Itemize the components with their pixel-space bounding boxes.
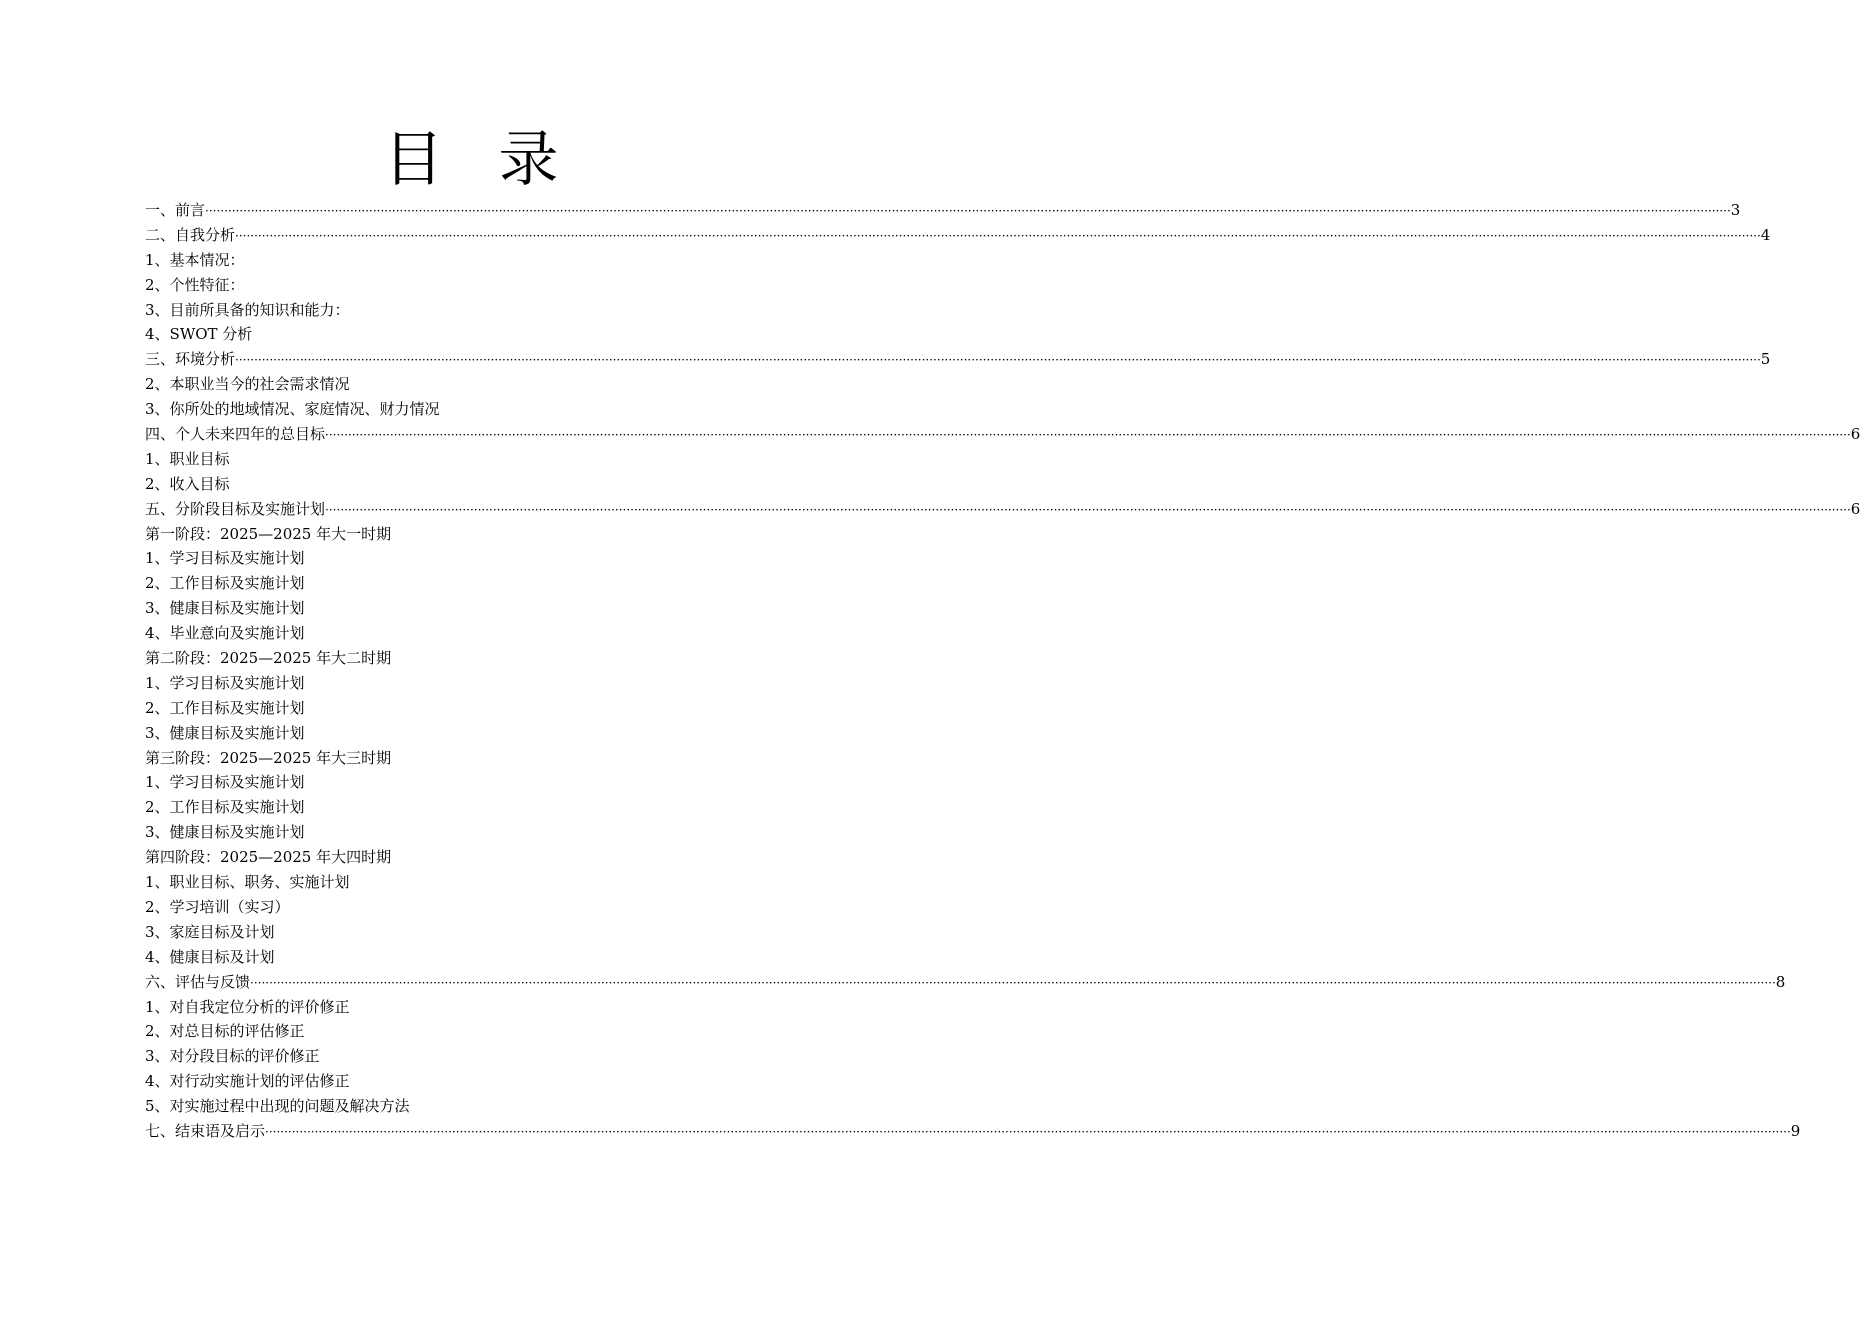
toc-heading[interactable] — [145, 198, 1741, 223]
toc-item[interactable] — [145, 646, 715, 671]
toc-item[interactable] — [145, 596, 715, 621]
toc-item[interactable] — [145, 895, 715, 920]
toc-item-text: 第四阶段：2025—2025 年大四时期 — [145, 848, 392, 867]
toc-item[interactable] — [145, 298, 715, 323]
toc-heading[interactable] — [145, 970, 1786, 995]
toc-item[interactable] — [145, 920, 715, 945]
toc-page-number: 6 — [1850, 499, 1860, 518]
toc-dot-leader: ················································································································································································································································································································································································································ — [235, 353, 1761, 368]
toc-page-number: 4 — [1760, 225, 1771, 244]
toc-dot-leader: ················································································································································································································································································································································································································ — [325, 428, 1851, 443]
toc-heading-text: 六、评估与反馈 — [145, 972, 251, 991]
toc-item[interactable] — [145, 472, 715, 497]
toc-item-text: 3、健康目标及实施计划 — [145, 599, 305, 618]
toc-item[interactable] — [145, 546, 715, 571]
toc-dot-leader: ················································································································································································································································································································································································································ — [250, 975, 1776, 990]
toc-item[interactable] — [145, 845, 715, 870]
toc-page-number: 9 — [1790, 1121, 1801, 1140]
toc-item-text: 2、学习培训（实习） — [145, 897, 290, 916]
toc-item-text: 2、工作目标及实施计划 — [145, 698, 305, 717]
toc-dot-leader: ················································································································································································································································································································································································································ — [325, 502, 1851, 517]
toc-item-text: 4、毕业意向及实施计划 — [145, 624, 305, 643]
toc-item-text: 3、家庭目标及计划 — [145, 922, 275, 941]
toc-item[interactable] — [145, 1094, 715, 1119]
toc-item-text: 第一阶段：2025—2025 年大一时期 — [145, 524, 392, 543]
toc-item[interactable] — [145, 397, 715, 422]
toc-heading[interactable] — [145, 422, 1860, 447]
toc-item-text: 1、学习目标及实施计划 — [145, 773, 305, 792]
toc-item[interactable] — [145, 522, 715, 547]
toc-item[interactable] — [145, 995, 715, 1020]
toc-heading-text: 七、结束语及启示 — [145, 1121, 266, 1140]
toc-item[interactable] — [145, 1069, 715, 1094]
toc-item[interactable] — [145, 870, 715, 895]
toc-dot-leader: ················································································································································································································································································································································································································ — [235, 228, 1761, 243]
toc-page-number: 6 — [1850, 425, 1860, 444]
toc-item[interactable] — [145, 721, 715, 746]
toc-item[interactable] — [145, 671, 715, 696]
toc-heading-text: 三、环境分析 — [145, 350, 236, 369]
page-title: 目 录 — [383, 125, 577, 195]
toc-item[interactable] — [145, 945, 715, 970]
toc-item-text: 2、收入目标 — [145, 474, 230, 493]
toc-heading-text: 一、前言 — [145, 201, 206, 219]
toc-item-text: 4、SWOT 分析 — [145, 325, 253, 344]
toc-dot-leader: ················································································································································································································································································································································································································ — [265, 1124, 1791, 1139]
toc-item-text: 4、健康目标及计划 — [145, 947, 275, 966]
toc-page-number: 3 — [1730, 201, 1741, 219]
toc-item[interactable] — [145, 1044, 715, 1069]
toc-page-number: 8 — [1775, 972, 1786, 991]
toc-item-text: 3、对分段目标的评价修正 — [145, 1047, 320, 1066]
toc-page-number: 5 — [1760, 350, 1771, 369]
toc-item-text: 1、基本情况： — [145, 250, 245, 269]
toc-item-text: 第三阶段：2025—2025 年大三时期 — [145, 748, 392, 767]
toc-heading[interactable] — [145, 497, 1860, 522]
toc-item[interactable] — [145, 820, 715, 845]
toc-item[interactable] — [145, 372, 715, 397]
toc-item-text: 5、对实施过程中出现的问题及解决方法 — [145, 1097, 410, 1116]
toc-item[interactable] — [145, 248, 715, 273]
toc-heading[interactable] — [145, 1119, 1801, 1144]
toc-item-text: 2、工作目标及实施计划 — [145, 798, 305, 817]
toc-item-text: 第二阶段：2025—2025 年大二时期 — [145, 649, 392, 668]
toc-item[interactable] — [145, 621, 715, 646]
toc-item-text: 1、学习目标及实施计划 — [145, 673, 305, 692]
toc-item[interactable] — [145, 322, 715, 347]
toc-item-text: 1、职业目标、职务、实施计划 — [145, 873, 350, 892]
toc-heading[interactable] — [145, 223, 1771, 248]
toc-item-text: 3、你所处的地域情况、家庭情况、财力情况 — [145, 400, 440, 419]
toc-item[interactable] — [145, 447, 715, 472]
toc-item-text: 1、对自我定位分析的评价修正 — [145, 997, 350, 1016]
toc-item-text: 3、健康目标及实施计划 — [145, 823, 305, 842]
toc-item-text: 4、对行动实施计划的评估修正 — [145, 1072, 350, 1091]
toc-item-text: 2、本职业当今的社会需求情况 — [145, 375, 350, 394]
toc-item-text: 1、学习目标及实施计划 — [145, 549, 305, 568]
table-of-contents — [145, 198, 1860, 1144]
toc-heading-text: 二、自我分析 — [145, 225, 236, 244]
toc-item-text: 1、职业目标 — [145, 449, 230, 468]
toc-item[interactable] — [145, 795, 715, 820]
toc-heading-text: 四、个人未来四年的总目标 — [145, 425, 326, 444]
toc-item-text: 2、个性特征： — [145, 275, 245, 294]
toc-dot-leader: ················································································································································································································································································································································································································ — [205, 204, 1731, 218]
toc-item-text: 2、对总目标的评估修正 — [145, 1022, 305, 1041]
toc-item[interactable] — [145, 696, 715, 721]
toc-item[interactable] — [145, 571, 715, 596]
toc-heading[interactable] — [145, 347, 1771, 372]
toc-item[interactable] — [145, 273, 715, 298]
toc-item[interactable] — [145, 1019, 715, 1044]
toc-item[interactable] — [145, 770, 715, 795]
toc-item-text: 3、健康目标及实施计划 — [145, 723, 305, 742]
toc-item[interactable] — [145, 746, 715, 771]
toc-item-text: 2、工作目标及实施计划 — [145, 574, 305, 593]
toc-heading-text: 五、分阶段目标及实施计划 — [145, 499, 326, 518]
toc-item-text: 3、目前所具备的知识和能力： — [145, 300, 350, 319]
